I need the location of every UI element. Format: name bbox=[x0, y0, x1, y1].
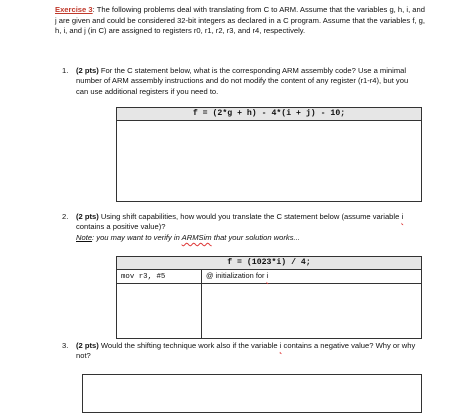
question-2-note-before: : you may want to verify in bbox=[92, 232, 182, 242]
question-2-answer-area-left[interactable] bbox=[117, 284, 202, 339]
question-3-answer-box bbox=[82, 374, 422, 413]
question-3-number: 3. bbox=[62, 341, 69, 350]
question-2-variable: i bbox=[401, 212, 404, 221]
question-3-points: (2 pts) bbox=[76, 341, 99, 350]
question-1-body: For the C statement below, what is the corresponding ARM assembly code? Use a minimal number of ARM assembly instructions and do not modify the content of any register (r1-r4), but you can use additional registers if you need to. bbox=[76, 66, 409, 96]
question-2-note-after: that your solution works... bbox=[211, 232, 300, 242]
question-1-answer-box bbox=[116, 107, 422, 202]
question-3-body-before: Would the shifting technique work also if the variable bbox=[100, 341, 280, 350]
question-3 bbox=[62, 341, 422, 365]
question-1-code: f = (2*g + h) - 4*(i + j) - 10; bbox=[117, 108, 422, 121]
question-3-variable: i bbox=[279, 341, 282, 350]
question-2-comment-variable: i bbox=[266, 271, 269, 280]
question-2-given-instruction bbox=[117, 270, 202, 284]
exercise-title: Exercise 3 bbox=[55, 5, 93, 14]
question-2-comment-text: @ initialization for bbox=[206, 271, 267, 280]
question-2-number: 2. bbox=[62, 212, 69, 221]
question-2-given-comment bbox=[202, 270, 422, 284]
question-2-body-before: Using shift capabilities, how would you translate the C statement below (assume variable bbox=[100, 212, 402, 221]
question-2-answer-area-right[interactable] bbox=[202, 284, 422, 339]
exercise-intro: Exercise 3: The following problems deal with translating from C to ARM. Assume that the variables g, h, i, and j are given and could be considered 32-bit integers as declared in a C program. Assume that the variables f, g, h, i, and j (in C) are assigned to registers r0, r1, r2, r3, and r4, respectively. bbox=[55, 5, 425, 36]
question-2-answer-box bbox=[116, 256, 422, 339]
question-3-answer-area[interactable] bbox=[83, 375, 422, 413]
question-2-given-instr-text: mov r3, #5 bbox=[121, 273, 166, 281]
question-1-text bbox=[76, 66, 422, 97]
question-2-text bbox=[76, 212, 422, 243]
question-2-code: f = (1023*i) / 4; bbox=[117, 257, 422, 270]
question-2 bbox=[62, 212, 422, 246]
question-2-body-after: contains a positive value)? bbox=[76, 222, 166, 232]
question-2-points: (2 pts) bbox=[76, 212, 99, 221]
question-2-note-label: Note bbox=[76, 232, 93, 242]
question-1-number: 1. bbox=[62, 66, 69, 75]
question-1-answer-area[interactable] bbox=[117, 121, 422, 202]
question-3-text bbox=[76, 341, 422, 362]
question-3-body-after: contains a negative value? Why or why not? bbox=[76, 341, 416, 361]
question-1-points: (2 pts) bbox=[76, 66, 99, 75]
question-1 bbox=[62, 66, 422, 102]
question-2-note-tool: ARMSim bbox=[181, 232, 212, 242]
exercise-intro-text: The following problems deal with translating from C to ARM. Assume that the variables g, h, i, and j are given and could be considered 32-bit integers as declared in a C program. Assume that the variables f, g, h, i, and j (in C) are assigned to registers r0, r1, r2, r3, and r4, respectively. bbox=[55, 5, 425, 36]
